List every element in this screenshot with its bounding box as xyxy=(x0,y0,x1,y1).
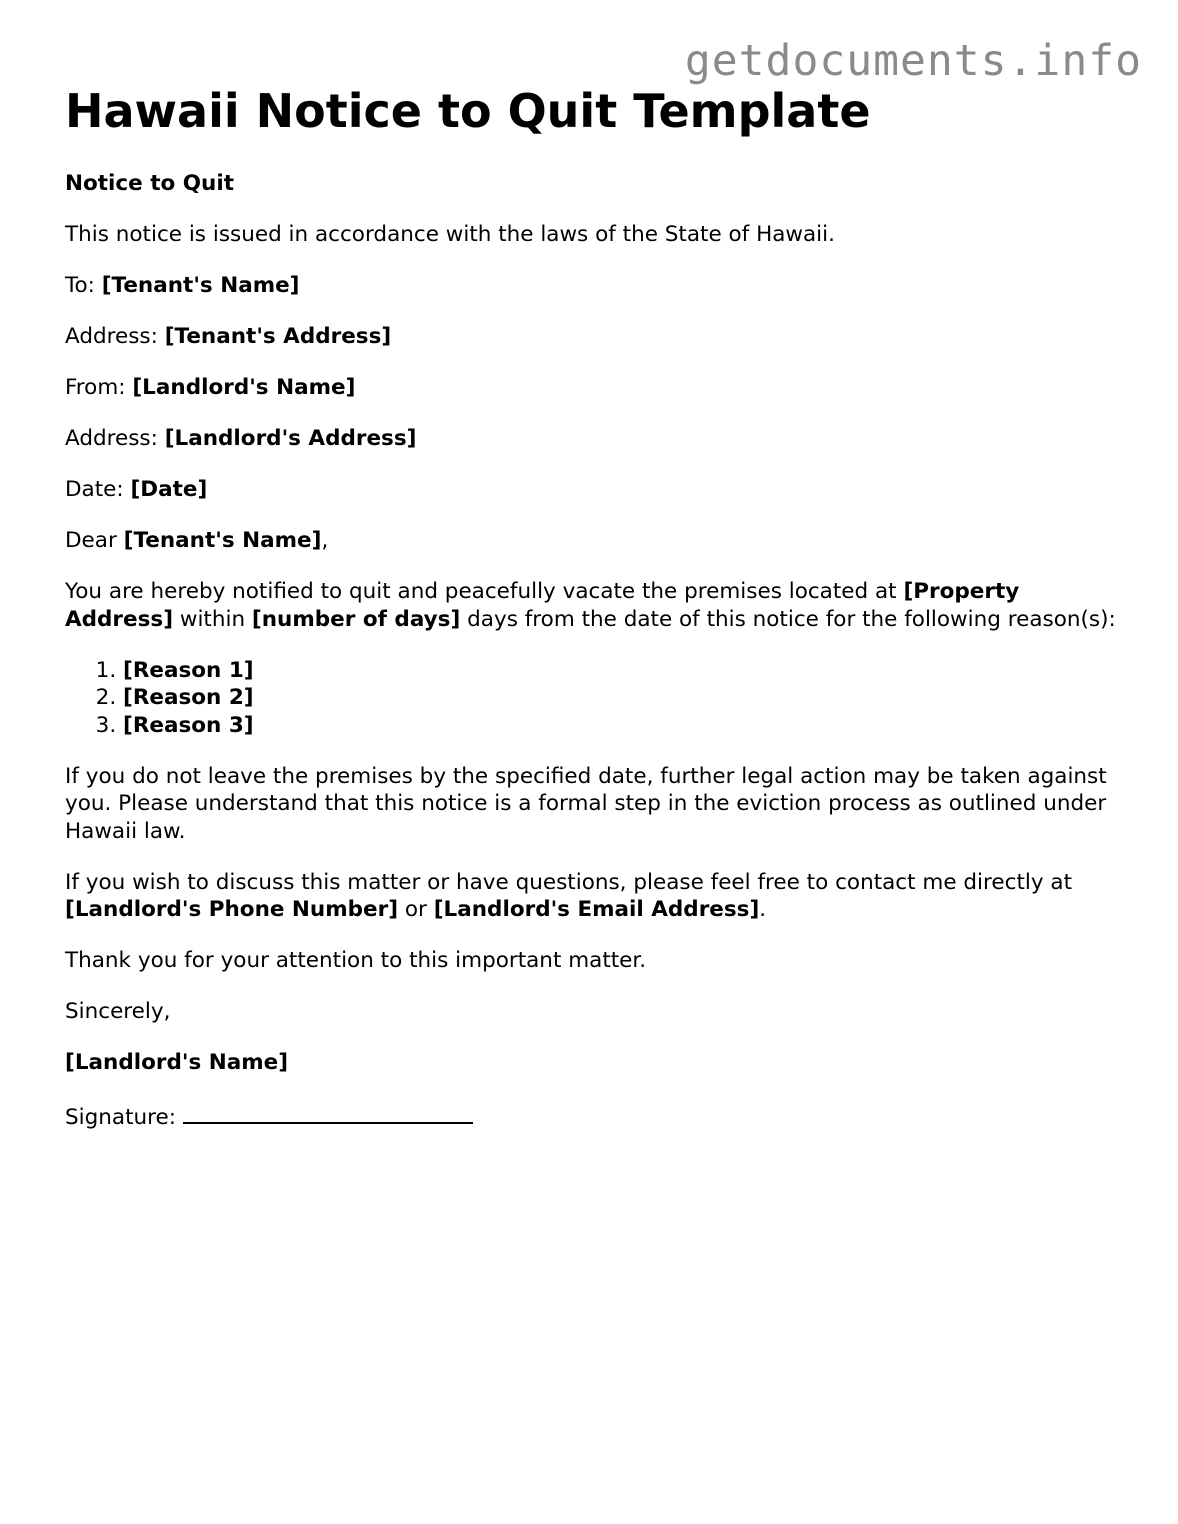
landlord-phone: [Landlord's Phone Number] xyxy=(65,897,399,922)
landlord-address-line xyxy=(65,425,1125,453)
notice-heading-text: Notice to Quit xyxy=(65,171,234,196)
notice-text-3: days from the date of this notice for the following reason(s): xyxy=(460,606,1116,632)
warning-paragraph: If you do not leave the premises by the specified date, further legal action may be taken against you. Please understand that this notice is a formal step in the eviction process as outlined under Hawaii law. xyxy=(65,763,1107,844)
document-page xyxy=(65,82,1125,1155)
from-value: [Landlord's Name] xyxy=(132,375,356,400)
to-line xyxy=(65,272,1125,300)
date-line xyxy=(65,476,1125,504)
contact-text-2: or xyxy=(398,897,434,922)
to-value: [Tenant's Name] xyxy=(101,273,300,298)
reason-2: [Reason 2] xyxy=(123,685,254,710)
notice-paragraph xyxy=(65,578,1125,633)
reasons-list xyxy=(65,657,1125,740)
to-label: To: xyxy=(65,273,102,298)
reason-1: [Reason 1] xyxy=(123,657,254,683)
watermark: getdocuments.info xyxy=(684,36,1142,86)
salutation-name: [Tenant's Name] xyxy=(123,528,322,553)
signer-line xyxy=(65,1049,1125,1077)
salutation-suffix: , xyxy=(321,528,329,553)
notice-text-1: You are hereby notified to quit and peacefully vacate the premises located at xyxy=(65,579,904,604)
date-label: Date: xyxy=(65,477,131,502)
closing-line: Sincerely, xyxy=(65,999,171,1024)
salutation-prefix: Dear xyxy=(65,528,124,553)
signer-name: [Landlord's Name] xyxy=(65,1050,289,1075)
contact-text-1: If you wish to discuss this matter or have questions, please feel free to contact me directly at xyxy=(65,869,1073,895)
signature-line xyxy=(65,1100,1125,1132)
from-line xyxy=(65,374,1125,402)
intro-paragraph: This notice is issued in accordance with the laws of the State of Hawaii. xyxy=(65,222,835,247)
property-address: [Property Address] xyxy=(65,579,1020,632)
landlord-address-label: Address: xyxy=(65,426,165,451)
page-title: Hawaii Notice to Quit Template xyxy=(65,84,871,138)
list-item xyxy=(123,712,1125,740)
tenant-address-label: Address: xyxy=(65,324,165,349)
contact-paragraph xyxy=(65,869,1125,924)
contact-text-3: . xyxy=(759,897,767,922)
list-item xyxy=(123,657,1125,685)
tenant-address-value: [Tenant's Address] xyxy=(164,324,392,349)
number-of-days: [number of days] xyxy=(251,606,461,632)
list-item xyxy=(123,684,1125,712)
from-label: From: xyxy=(65,375,133,400)
landlord-address-value: [Landlord's Address] xyxy=(164,426,417,451)
landlord-email: [Landlord's Email Address] xyxy=(433,897,760,922)
notice-text-2: within xyxy=(173,606,252,632)
signature-label: Signature: xyxy=(65,1105,183,1130)
notice-heading xyxy=(65,170,1125,198)
thanks-paragraph: Thank you for your attention to this important matter. xyxy=(65,948,647,973)
date-value: [Date] xyxy=(130,477,208,502)
salutation-line xyxy=(65,527,1125,555)
reason-3: [Reason 3] xyxy=(123,712,254,738)
signature-field[interactable] xyxy=(183,1100,473,1124)
tenant-address-line xyxy=(65,323,1125,351)
